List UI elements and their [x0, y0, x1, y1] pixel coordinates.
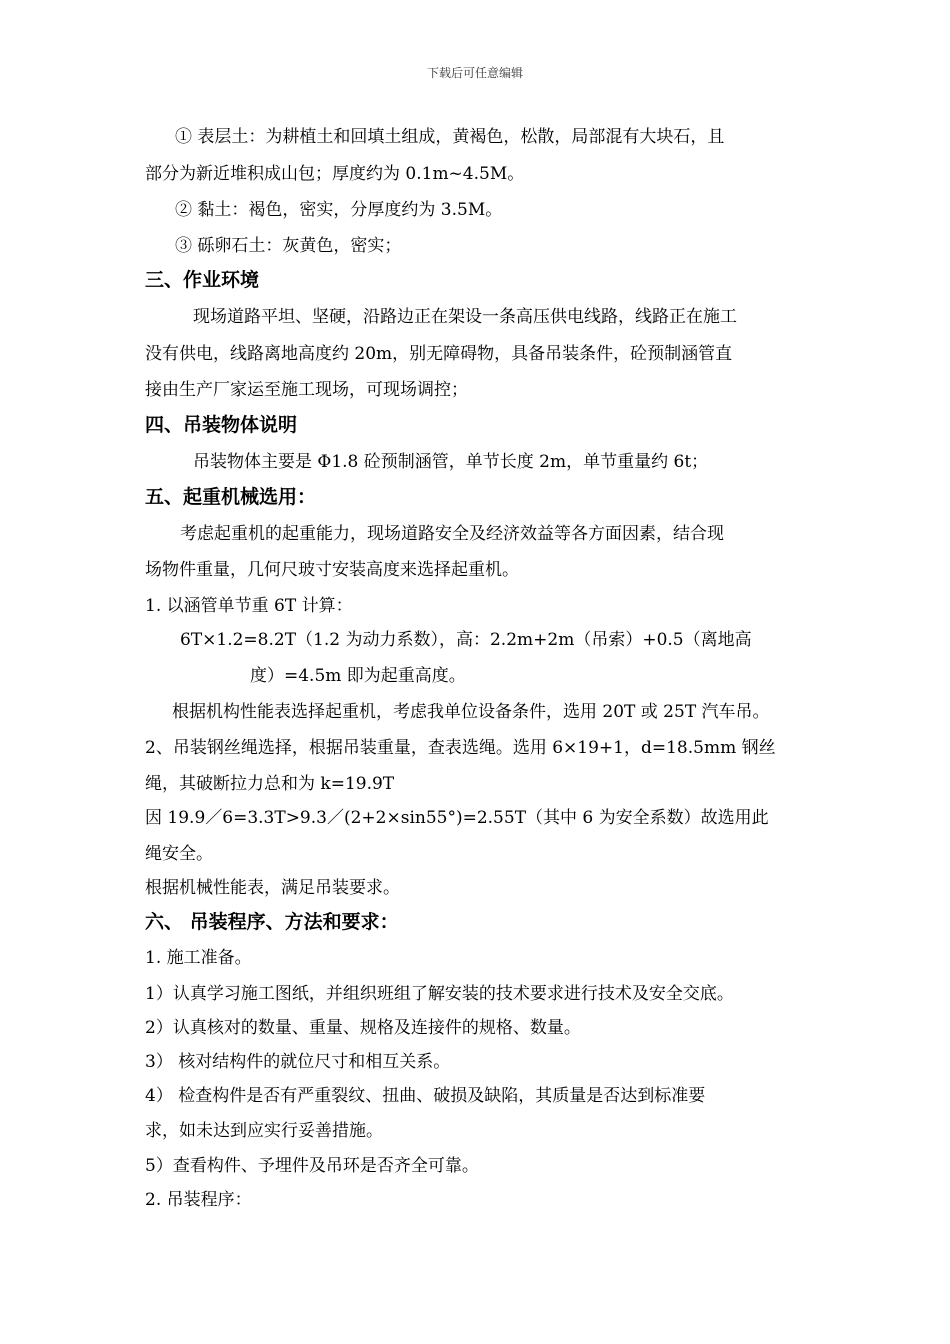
text-line: 2、吊装钢丝绳选择，根据吊装重量，查表选绳。选用 6×19+1，d=18.5mm 钢丝	[145, 738, 776, 758]
text-line: 4） 检查构件是否有严重裂纹、扭曲、破损及缺陷，其质量是否达到标准要	[145, 1086, 706, 1106]
text-line: 2. 吊装程序：	[145, 1190, 252, 1210]
text-line: 3） 核对结构件的就位尺寸和相互关系。	[145, 1052, 451, 1072]
text-line: 根据机械性能表，满足吊装要求。	[145, 878, 400, 898]
section-heading: 五、起重机械选用：	[145, 486, 317, 508]
text-line: 接由生产厂家运至施工现场，可现场调控；	[145, 380, 468, 400]
text-line: 绳，其破断拉力总和为 k=19.9T	[145, 774, 395, 794]
text-line: ② 黏土：褐色，密实，分厚度约为 3.5M。	[175, 200, 503, 220]
text-line: 1）认真学习施工图纸，并组织班组了解安装的技术要求进行技术及安全交底。	[145, 984, 734, 1004]
text-line: 6T×1.2=8.2T（1.2 为动力系数），高：2.2m+2m（吊索）+0.5（离地高	[180, 630, 752, 650]
section-heading: 六、 吊装程序、方法和要求：	[145, 911, 399, 933]
text-line: 求，如未达到应实行妥善措施。	[145, 1121, 383, 1141]
page-header: 下载后可任意编辑	[426, 66, 523, 80]
text-line: 因 19.9／6=3.3T>9.3／(2+2×sin55°)=2.55T（其中 6 为安全系数）故选用此	[145, 808, 769, 828]
text-line: 考虑起重机的起重能力，现场道路安全及经济效益等各方面因素，结合现	[180, 524, 724, 544]
section-heading: 四、吊装物体说明	[145, 414, 298, 436]
text-line: 1. 以涵管单节重 6T 计算：	[145, 596, 353, 616]
text-line: 场物件重量，几何尺玻寸安装高度来选择起重机。	[145, 560, 519, 580]
text-line: 部分为新近堆积成山包；厚度约为 0.1m~4.5M。	[145, 164, 525, 184]
text-line: 现场道路平坦、坚硬，沿路边正在架设一条高压供电线路，线路正在施工	[193, 307, 737, 327]
text-line: 5）查看构件、予埋件及吊环是否齐全可靠。	[145, 1156, 479, 1176]
text-line: 2）认真核对的数量、重量、规格及连接件的规格、数量。	[145, 1018, 581, 1038]
text-line: ① 表层土：为耕植土和回填土组成，黄褐色，松散，局部混有大块石，且	[175, 127, 725, 147]
text-line: 绳安全。	[145, 844, 213, 864]
text-line: 根据机构性能表选择起重机，考虑我单位设备条件，选用 20T 或 25T 汽车吊。	[172, 702, 770, 722]
text-line: ③ 砾卵石土：灰黄色，密实；	[175, 236, 402, 256]
text-line: 吊装物体主要是 Φ1.8 砼预制涵管，单节长度 2m，单节重量约 6t；	[193, 452, 709, 472]
section-heading: 三、作业环境	[145, 269, 260, 291]
text-line: 没有供电，线路离地高度约 20m，别无障碍物，具备吊装条件，砼预制涵管直	[145, 344, 733, 364]
text-line: 1. 施工准备。	[145, 948, 252, 968]
text-line: 度）=4.5m 即为起重高度。	[250, 666, 466, 686]
